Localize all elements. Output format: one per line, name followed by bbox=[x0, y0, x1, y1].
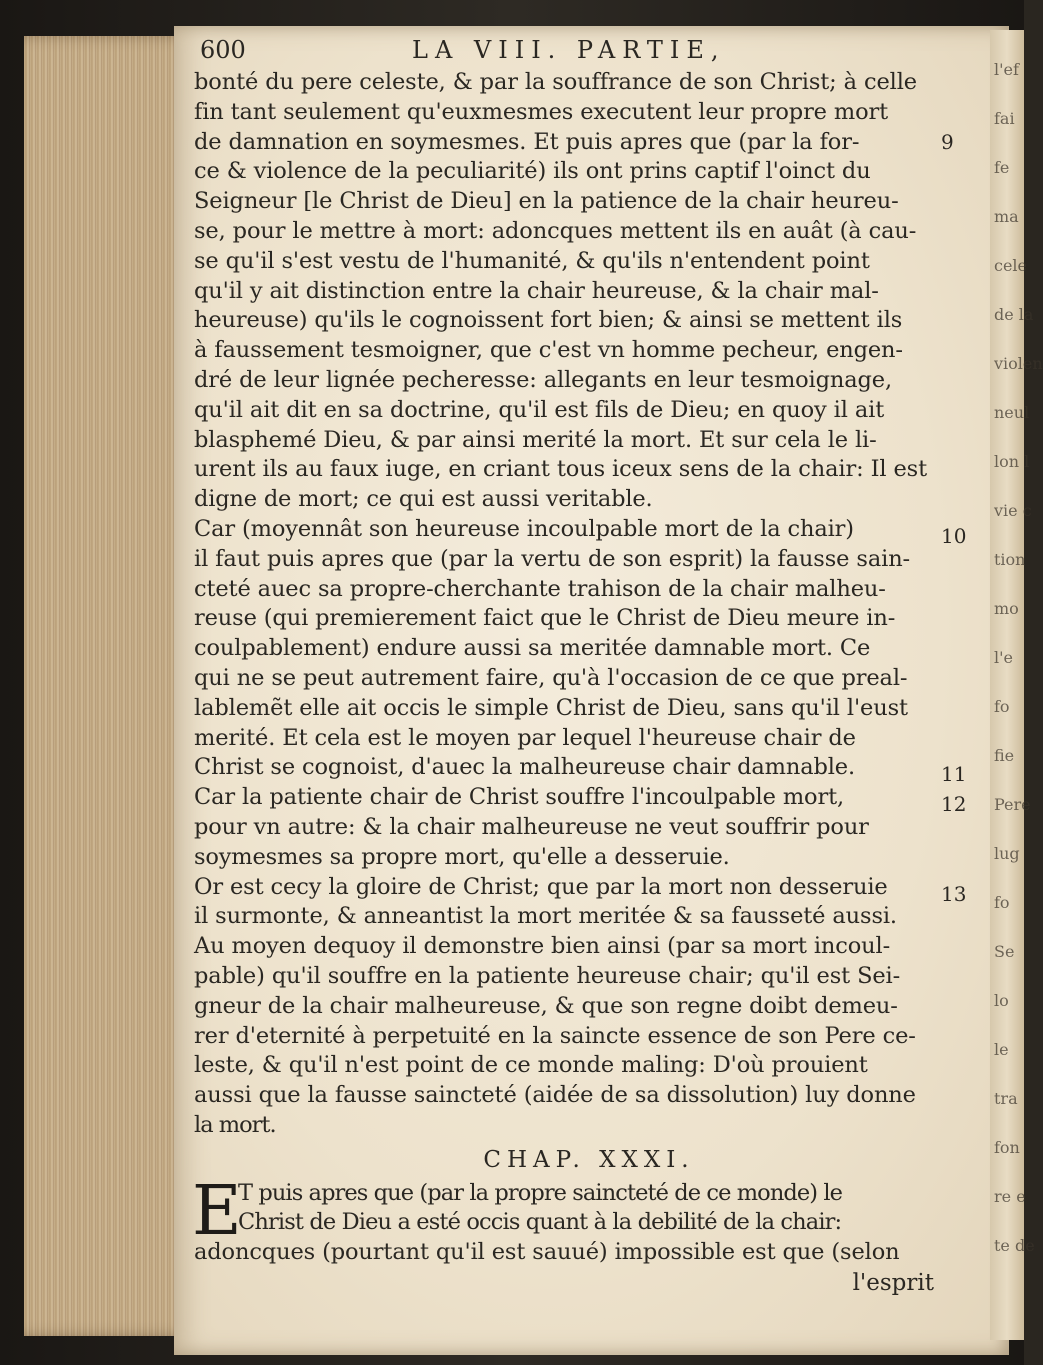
facing-page-fragment: l'e bbox=[994, 648, 1013, 667]
text-line: pour vn autre: & la chair malheureuse ne veut souffrir pour bbox=[194, 813, 869, 840]
text-line: Au moyen dequoy il demonstre bien ainsi (par sa mort incoul- bbox=[194, 933, 891, 960]
text-line: rer d'eternité à perpetuité en la saincte essence de son Pere ce- bbox=[194, 1022, 916, 1049]
text-line: Car (moyennât son heureuse incoulpable mort de la chair) bbox=[194, 515, 854, 542]
chapter-line: T puis apres que (par la propre saincteté de ce monde) le bbox=[238, 1179, 843, 1206]
facing-page-fragment: mo bbox=[994, 599, 1019, 618]
chapter-line: Christ de Dieu a esté occis quant à la debilité de la chair: bbox=[238, 1209, 842, 1236]
body-text bbox=[194, 68, 944, 1141]
text-line: lablemẽt elle ait occis le simple Christ de Dieu, sans qu'il l'eust bbox=[194, 694, 908, 721]
running-title: LA VIII. PARTIE, bbox=[412, 36, 726, 64]
text-line: leste, & qu'il n'est point de ce monde maling: D'où prouient bbox=[194, 1052, 868, 1079]
facing-page-fragment: lon l bbox=[994, 452, 1030, 471]
facing-page-fragment: re e bbox=[994, 1187, 1026, 1206]
facing-page-fragment: te de bbox=[994, 1236, 1035, 1255]
verse-number: 12 bbox=[941, 792, 967, 816]
facing-page-fragment: lug bbox=[994, 844, 1020, 863]
facing-page-fragment: ma bbox=[994, 207, 1019, 226]
text-line: heureuse) qu'ils le cognoissent fort bien; & ainsi se mettent ils bbox=[194, 307, 903, 334]
text-line: gneur de la chair malheureuse, & que son regne doibt demeu- bbox=[194, 992, 898, 1019]
facing-page-fragment: fie bbox=[994, 746, 1015, 765]
page-edges bbox=[24, 36, 194, 1336]
text-line: la mort. bbox=[194, 1111, 276, 1138]
text-line: merité. Et cela est le moyen par lequel l'heureuse chair de bbox=[194, 724, 856, 751]
text-line: reuse (qui premierement faict que le Christ de Dieu meure in- bbox=[194, 605, 896, 632]
facing-page-fragment: le bbox=[994, 1040, 1009, 1059]
text-line: Seigneur [le Christ de Dieu] en la patience de la chair heureu- bbox=[194, 188, 899, 215]
text-line: Or est cecy la gloire de Christ; que par la mort non desseruie bbox=[194, 873, 888, 900]
text-line: cteté auec sa propre-cherchante trahison de la chair malheu- bbox=[194, 575, 886, 602]
text-line: ce & violence de la peculiarité) ils ont prins captif l'oinct du bbox=[194, 158, 871, 185]
text-line: à faussement tesmoigner, que c'est vn homme pecheur, engen- bbox=[194, 337, 903, 364]
text-line: blasphemé Dieu, & par ainsi merité la mort. Et sur cela le li- bbox=[194, 426, 877, 453]
text-line: dré de leur lignée pecheresse: allegants en leur tesmoignage, bbox=[194, 366, 893, 393]
facing-page-fragment: fai bbox=[994, 109, 1015, 128]
page-text bbox=[194, 34, 944, 1298]
facing-page-fragment: cele bbox=[994, 256, 1028, 275]
text-line: coulpablement) endure aussi sa meritée damnable mort. Ce bbox=[194, 635, 871, 662]
catchword: l'esprit bbox=[852, 1270, 934, 1297]
verse-number: 13 bbox=[941, 882, 967, 906]
text-line: qui ne se peut autrement faire, qu'à l'occasion de ce que preal- bbox=[194, 664, 908, 691]
facing-page-fragment: tion bbox=[994, 550, 1026, 569]
text-line: aussi que la fausse saincteté (aidée de sa dissolution) luy donne bbox=[194, 1082, 916, 1109]
text-line: il faut puis apres que (par la vertu de son esprit) la fausse sain- bbox=[194, 545, 911, 572]
facing-page-fragment: de la bbox=[994, 305, 1034, 324]
verse-number: 9 bbox=[941, 130, 954, 154]
chapter-heading: CHAP. XXXI. bbox=[483, 1146, 695, 1173]
facing-page-fragment: fo bbox=[994, 893, 1010, 912]
drop-cap: E bbox=[192, 1171, 242, 1251]
facing-page-fragment: neul bbox=[994, 403, 1030, 422]
text-line: se, pour le mettre à mort: adoncques mettent ils en auât (à cau- bbox=[194, 217, 917, 244]
chapter-line: adoncques (pourtant qu'il est sauué) impossible est que (selon bbox=[194, 1239, 900, 1266]
facing-page-fragment: Pere bbox=[994, 795, 1031, 814]
text-line: se qu'il s'est vestu de l'humanité, & qu'ils n'entendent point bbox=[194, 247, 870, 274]
text-line: fin tant seulement qu'euxmesmes executent leur propre mort bbox=[194, 98, 889, 125]
text-line: digne de mort; ce qui est aussi veritable. bbox=[194, 486, 653, 513]
facing-page-fragment: lo bbox=[994, 991, 1009, 1010]
text-line: il surmonte, & anneantist la mort meritée & sa fausseté aussi. bbox=[194, 903, 897, 930]
text-line: qu'il ait dit en sa doctrine, qu'il est fils de Dieu; en quoy il ait bbox=[194, 396, 885, 423]
facing-page-fragment: tra bbox=[994, 1089, 1018, 1108]
text-line: Car la patiente chair de Christ souffre l'incoulpable mort, bbox=[194, 784, 845, 811]
text-line: Christ se cognoist, d'auec la malheureuse chair damnable. bbox=[194, 754, 855, 781]
text-line: pable) qu'il souffre en la patiente heureuse chair; qu'il est Sei- bbox=[194, 962, 901, 989]
page-number: 600 bbox=[200, 36, 246, 64]
text-line: soymesmes sa propre mort, qu'elle a desseruie. bbox=[194, 843, 730, 870]
facing-page-fragment: l'ef bbox=[994, 60, 1019, 79]
text-line: de damnation en soymesmes. Et puis apres que (par la for- bbox=[194, 128, 860, 155]
chapter-opening bbox=[192, 1171, 944, 1268]
verse-number: 10 bbox=[941, 524, 967, 548]
text-line: qu'il y ait distinction entre la chair heureuse, & la chair mal- bbox=[194, 277, 879, 304]
verse-number: 11 bbox=[941, 762, 967, 786]
text-line: urent ils au faux iuge, en criant tous iceux sens de la chair: Il est bbox=[194, 456, 928, 483]
facing-page-fragment: fo bbox=[994, 697, 1010, 716]
chapter-text bbox=[192, 1171, 944, 1268]
text-line: bonté du pere celeste, & par la souffrance de son Christ; à celle bbox=[194, 69, 917, 95]
running-head bbox=[194, 34, 944, 68]
facing-page-fragment: fon bbox=[994, 1138, 1020, 1157]
facing-page-fragment: fe bbox=[994, 158, 1010, 177]
facing-page-fragment: vie c bbox=[994, 501, 1032, 520]
facing-page-fragment: Se bbox=[994, 942, 1015, 961]
facing-page-sliver bbox=[990, 30, 1043, 1340]
facing-page-fragment: violen bbox=[994, 354, 1043, 373]
